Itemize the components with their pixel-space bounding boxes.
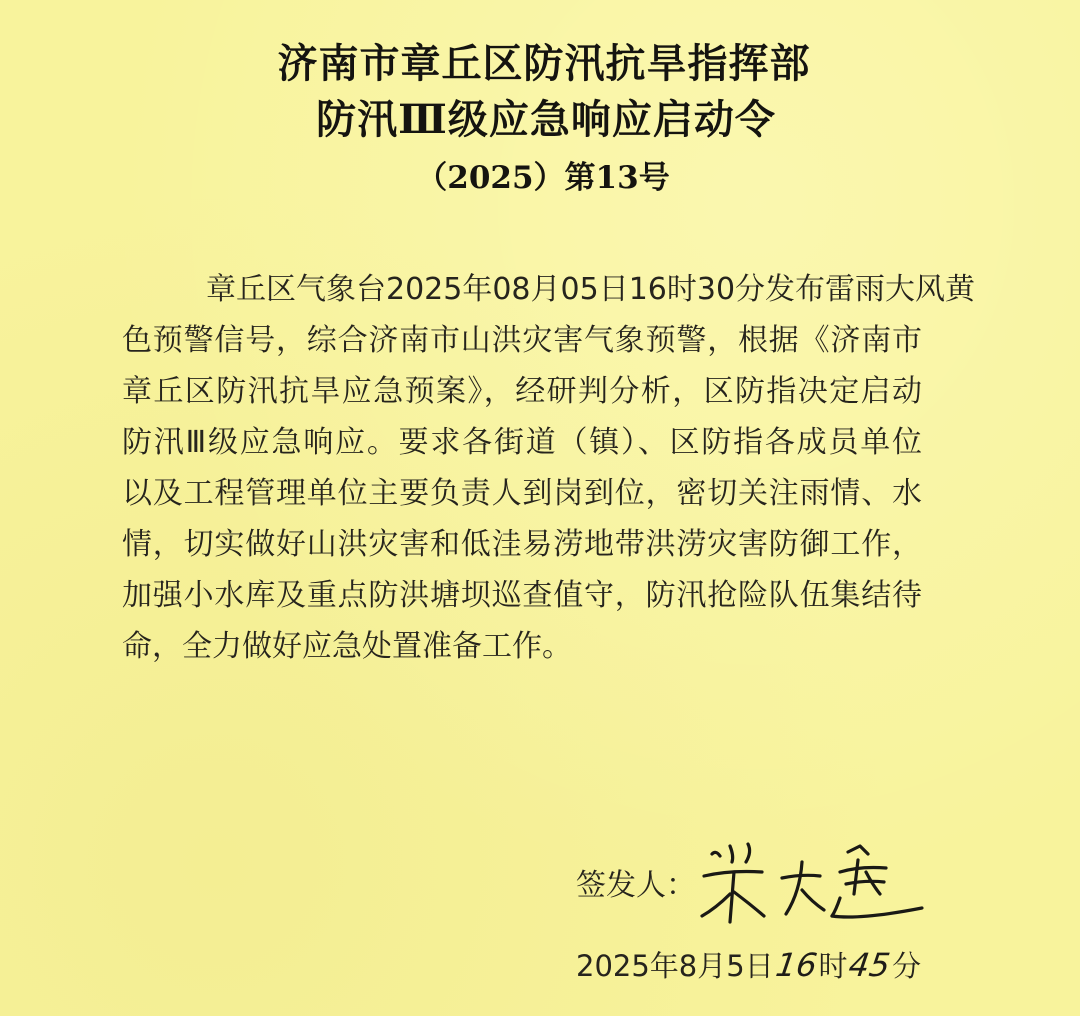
body-line: 色预警信号，综合济南市山洪灾害气象预警，根据《济南市 <box>122 323 922 358</box>
body-line: 章丘区气象台2025年08月05日16时30分发布雷雨大风黄 <box>206 272 976 307</box>
handwritten-signature <box>690 832 930 932</box>
hour-unit: 时 <box>818 949 848 983</box>
body-paragraph <box>122 264 976 672</box>
date-prefix: 2025年8月5日 <box>576 949 774 983</box>
handwritten-hour: 16 <box>773 946 820 984</box>
body-line: 章丘区防汛抗旱应急预案》，经研判分析，区防指决定启动 <box>122 374 922 409</box>
minute-unit: 分 <box>892 949 922 983</box>
body-line: 命，全力做好应急处置准备工作。 <box>122 629 572 664</box>
title-organization: 济南市章丘区防汛抗旱指挥部 <box>277 40 811 87</box>
document-number: （2025）第13号 <box>416 160 670 196</box>
issue-datetime <box>576 945 921 986</box>
handwritten-minute: 45 <box>846 946 893 984</box>
body-line: 防汛Ⅲ级应急响应。要求各街道（镇）、区防指各成员单位 <box>122 425 922 460</box>
body-line: 以及工程管理单位主要负责人到岗到位，密切关注雨情、水 <box>122 476 922 511</box>
title-order-name: 防汛Ⅲ级应急响应启动令 <box>316 96 776 143</box>
document-header <box>0 36 1080 148</box>
signer-label: 签发人： <box>576 868 696 903</box>
body-line: 情，切实做好山洪灾害和低洼易涝地带洪涝灾害防御工作， <box>122 527 922 562</box>
body-line: 加强小水库及重点防洪塘坝巡查值守，防汛抢险队伍集结待 <box>122 578 922 613</box>
